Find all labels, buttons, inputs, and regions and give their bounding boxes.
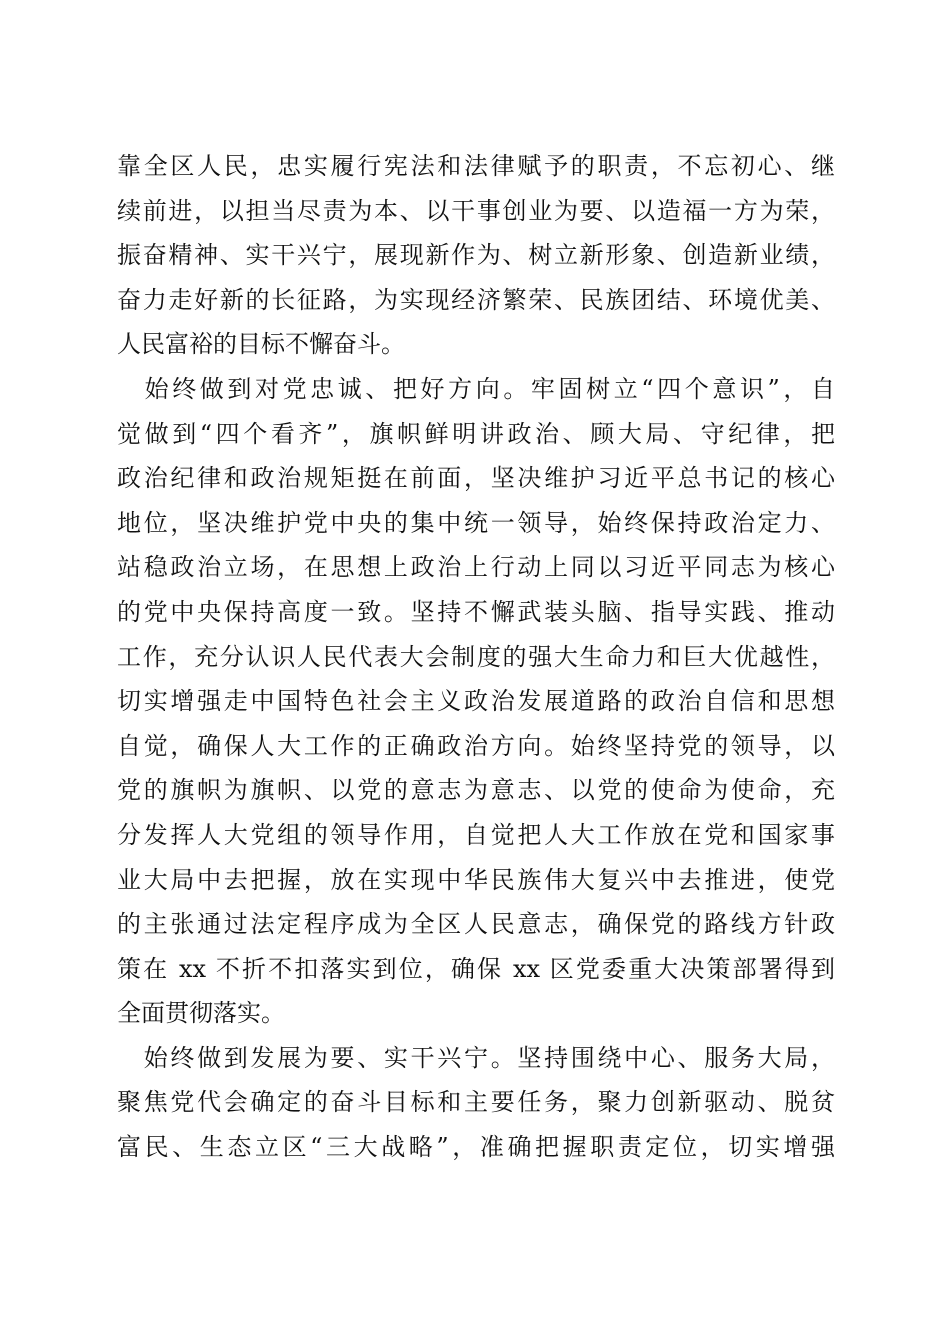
text-line: 工作，充分认识人民代表大会制度的强大生命力和巨大优越性， (117, 642, 835, 671)
text-line: 自觉，确保人大工作的正确政治方向。始终坚持党的领导，以 (117, 731, 835, 760)
text-line: 聚焦党代会确定的奋斗目标和主要任务，聚力创新驱动、脱贫 (117, 1088, 835, 1117)
text-line: 人民富裕的目标不懈奋斗。 (117, 330, 405, 359)
text-line: 奋力走好新的长征路，为实现经济繁荣、民族团结、环境优美、 (117, 285, 835, 314)
text-line: 切实增强走中国特色社会主义政治发展道路的政治自信和思想 (117, 687, 835, 716)
text-line: 策在 xx 不折不扣落实到位，确保 xx 区党委重大决策部署得到 (117, 954, 835, 983)
text-line: 的主张通过法定程序成为全区人民意志，确保党的路线方针政 (117, 910, 835, 939)
body-text (117, 144, 835, 1170)
text-line: 续前进，以担当尽责为本、以干事创业为要、以造福一方为荣， (117, 196, 835, 225)
text-line: 全面贯彻落实。 (117, 999, 285, 1028)
text-line: 始终做到对党忠诚、把好方向。牢固树立“四个意识”，自 (117, 374, 835, 403)
text-line: 富民、生态立区“三大战略”，准确把握职责定位，切实增强 (117, 1133, 835, 1162)
text-line: 的党中央保持高度一致。坚持不懈武装头脑、指导实践、推动 (117, 597, 835, 626)
text-line: 地位，坚决维护党中央的集中统一领导，始终保持政治定力、 (117, 508, 835, 537)
text-line: 政治纪律和政治规矩挺在前面，坚决维护习近平总书记的核心 (117, 464, 835, 493)
text-line: 振奋精神、实干兴宁，展现新作为、树立新形象、创造新业绩， (117, 241, 835, 270)
text-line: 分发挥人大党组的领导作用，自觉把人大工作放在党和国家事 (117, 820, 835, 849)
text-line: 始终做到发展为要、实干兴宁。坚持围绕中心、服务大局， (117, 1043, 835, 1072)
text-line: 业大局中去把握，放在实现中华民族伟大复兴中去推进，使党 (117, 865, 835, 894)
text-line: 站稳政治立场，在思想上政治上行动上同以习近平同志为核心 (117, 553, 835, 582)
text-line: 靠全区人民，忠实履行宪法和法律赋予的职责，不忘初心、继 (117, 152, 835, 180)
text-line: 觉做到“四个看齐”，旗帜鲜明讲政治、顾大局、守纪律，把 (117, 419, 835, 448)
text-line: 党的旗帜为旗帜、以党的意志为意志、以党的使命为使命，充 (117, 776, 835, 805)
